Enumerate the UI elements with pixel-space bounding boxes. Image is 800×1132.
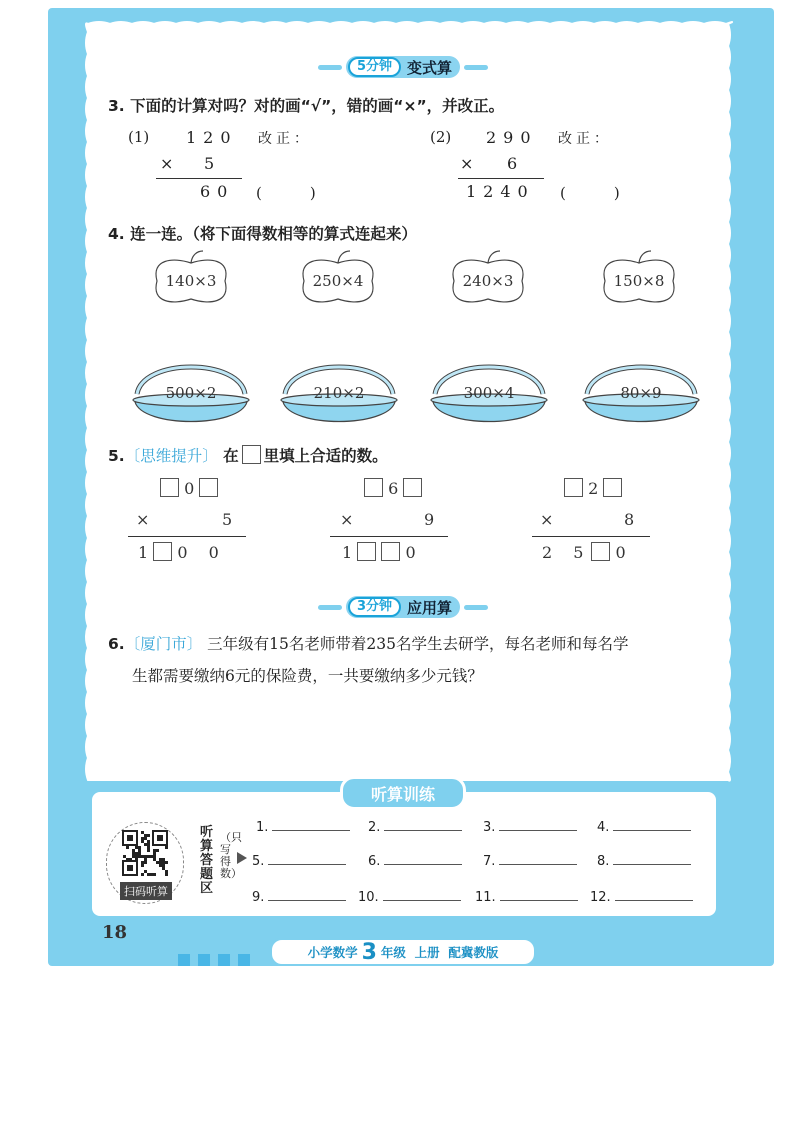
digit-box[interactable] [199,478,218,497]
digit-box[interactable] [403,478,422,497]
answer-blank[interactable]: 6. [368,852,462,869]
pumpkin-expression[interactable]: 140×3 [165,272,217,290]
answer-blank[interactable]: 7. [483,852,577,869]
minutes-badge: 3分钟 [348,597,401,617]
pumpkin-expression[interactable]: 250×4 [312,272,364,290]
section-header-2 [318,596,488,618]
answer-blank[interactable]: 11. [475,888,578,905]
digit-box[interactable] [603,478,622,497]
q5-3-rule [532,536,650,537]
digit-box[interactable] [381,542,400,561]
pumpkin-expression[interactable]: 150×8 [613,272,665,290]
q5-1-top: 0 [160,478,218,498]
q4-prompt: 4. 连一连。（将下面得数相等的算式连起来） [108,225,417,243]
q3-2-top: 290 [486,128,538,147]
answer-blank[interactable]: 1. [256,818,350,835]
answer-blank[interactable]: 10. [358,888,461,905]
answer-blank[interactable]: 3. [483,818,577,835]
pumpkin-expression[interactable]: 240×3 [462,272,514,290]
answer-blank[interactable]: 8. [597,852,691,869]
digit-box[interactable] [564,478,583,497]
answer-blank[interactable]: 4. [597,818,691,835]
q3-1-result: 60 [200,182,235,201]
page-number: 18 [102,922,128,943]
q3-1-answer-paren[interactable]: ( ) [256,184,322,202]
qr-code-icon[interactable] [122,830,168,876]
q5-2-mult: 9 [424,510,435,529]
q5-3-mult: 8 [624,510,635,529]
q5-2-rule [330,536,448,537]
q5-3-result: 2 5 0 [542,543,626,562]
digit-box[interactable] [153,542,172,561]
basket-expression[interactable]: 80×9 [620,384,662,402]
book-footer: 小学数学 3 年级 上册 配冀教版 [270,938,536,966]
q3-2-op: × [460,154,474,173]
q6-line1: 6.〔厦门市〕 三年级有15名老师带着235名学生去研学，每名老师和每名学 [108,635,629,653]
answer-blank[interactable]: 12. [590,888,693,905]
q3-2-label: (2) [430,128,452,146]
q3-1-fix-label: 改正： [258,131,312,147]
q5-3-top: 2 [564,478,622,498]
q3-1-op: × [160,154,174,173]
q3-2-result: 1240 [466,182,535,201]
digit-box[interactable] [357,542,376,561]
digit-box[interactable] [591,542,610,561]
q3-1-top: 120 [186,128,238,147]
q3-1-label: (1) [128,128,150,146]
q3-2-answer-paren[interactable]: ( ) [560,184,626,202]
basket-expression[interactable]: 500×2 [165,384,217,402]
q5-tag: 〔思维提升〕 [124,447,218,465]
answer-blank[interactable]: 9. [252,888,346,905]
q5-2-op: × [340,510,354,529]
q5-2-top: 6 [364,478,422,498]
q3-prompt: 3. 下面的计算对吗？对的画“√”，错的画“×”，并改正。 [108,97,505,115]
q3-2-fix-label: 改正： [558,131,612,147]
section-title: 变式算 [407,58,453,77]
sample-box-icon [242,445,261,464]
q6-line2: 生都需要缴纳6元的保险费，一共要缴纳多少元钱？ [132,667,483,685]
q5-1-op: × [136,510,150,529]
q5-prompt: 5.〔思维提升〕 在 里填上合适的数。 [108,447,388,465]
q3-2-mult: 6 [507,154,525,173]
digit-box[interactable] [160,478,179,497]
listening-title-badge [340,776,466,810]
basket-expression[interactable]: 300×4 [463,384,515,402]
q5-1-result: 1 0 0 [138,543,227,562]
listening-title: 听算训练 [370,784,435,804]
q6-tag: 〔厦门市〕 [124,635,203,653]
qr-label: 扫码听算 [120,882,172,900]
q5-3-op: × [540,510,554,529]
q5-1-rule [128,536,246,537]
q3-1-mult: 5 [204,154,222,173]
answer-area-label: 听算答题区 [200,825,214,896]
footer-tabs [178,954,250,966]
digit-box[interactable] [364,478,383,497]
basket-expression[interactable]: 210×2 [313,384,365,402]
q5-1-mult: 5 [222,510,233,529]
q5-2-result: 1 0 [342,543,416,562]
minutes-badge: 5分钟 [348,57,401,77]
play-arrow-icon [237,852,247,864]
section-title: 应用算 [407,598,453,617]
answer-blank[interactable]: 2. [368,818,462,835]
answer-area-note: （只写得数） [220,831,242,880]
answer-blank[interactable]: 5. [252,852,346,869]
